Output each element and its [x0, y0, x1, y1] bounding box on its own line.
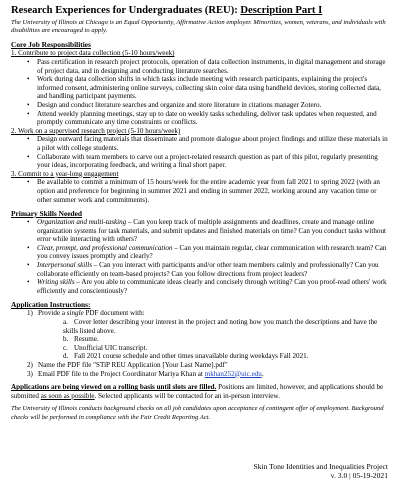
sub-item-text: Unofficial UIC transcript.: [74, 343, 148, 352]
step-text: Provide a: [38, 309, 67, 318]
skill-item: [37, 261, 389, 278]
list-item: • Be available to commit a minimum of 15 hours/week for the entire academic year from fall 2021 to spring 2022 (with an option and preference for beginning in summer 2021 and ending in summer 2022, working around any vacation time or other summer work and commitments).: [37, 178, 389, 204]
sub-item-marker: c.: [63, 343, 68, 352]
skill-name: Organization and multi-tasking: [37, 218, 127, 227]
skill-text: – Can you maintain regular, clear communication with research team? Can you convey issues promptly and clearly?: [37, 243, 387, 261]
step-number: 1): [27, 309, 33, 318]
notice-bold: Applications are being viewed on a rolling basis until slots are filled.: [11, 383, 217, 392]
list-item: • Attend weekly planning meetings, stay up to date on weekly tasks scheduling, deliver task updates when requested, and promptly communicate any time constraints or conflicts.: [37, 110, 389, 127]
list-item: • Work during data collection shifts in which tasks include meeting with research participants, explaining the project's informed consent, administering online surveys, collecting skin color data using handheld devices, storing collected data, and handling participant payments.: [37, 75, 389, 101]
list-item: • Design outward facing materials that disseminate and promote dialogue about project findings and utilize these materials in a pilot with college students.: [37, 135, 389, 152]
page-title: [11, 4, 389, 17]
sub-item-marker: d.: [63, 352, 69, 361]
application-sub-item: [63, 344, 389, 353]
skill-item: [37, 218, 389, 244]
step-text: .: [261, 369, 264, 378]
core-section-title: 2. Work on a supervised research project (5-10 hours/week): [11, 126, 181, 135]
list-item: • Pass certification in research project protocols, operation of data collection instruments, in digital management and storage of project data, and in designing and conducting literature searches.: [37, 58, 389, 75]
title-part: Description Part I: [240, 5, 323, 16]
footer-project: Skin Tone Identities and Inequalities Project: [253, 462, 388, 471]
footer-version: v. 3.0 | 05-19-2021: [330, 471, 388, 480]
application-step-3: [27, 370, 389, 379]
background-check-note: The University of Illinois conducts background checks on all job candidates upon acceptance of contingent offer of employment. Background checks will be performed in compliance with the Fair Credit Reporting Act.: [11, 405, 384, 421]
step-emphasis: single: [66, 309, 84, 318]
sub-item-marker: b.: [63, 335, 69, 344]
skills-heading: Primary Skills Needed: [11, 209, 83, 219]
skill-name: Writing skills: [37, 278, 75, 287]
rolling-basis-notice: [11, 383, 389, 400]
notice-underline: as soon as possible: [40, 391, 95, 400]
skill-name: Interpersonal skills: [37, 261, 92, 270]
skill-item: [37, 244, 389, 261]
skill-text: – Can you keep track of multiple assignments and deadlines, create and manage online organization systems for task materials, and submit updates and finished materials on time? Can you conduct tasks without error while interacting with others?: [37, 218, 386, 244]
application-step-1: [27, 309, 389, 361]
core-section-1: [11, 49, 389, 126]
core-heading: Core Job Responsibilities: [11, 40, 91, 50]
skill-name: Clear, prompt, and professional communication: [37, 243, 173, 252]
application-sub-item: [63, 318, 389, 335]
application-step-2: [27, 361, 389, 370]
step-text: PDF document with:: [83, 309, 145, 318]
core-section-title: 3. Commit to a year-long engagement: [11, 169, 119, 178]
title-main: Research Experiences for Undergraduates (REU):: [11, 5, 241, 16]
eeo-statement: The University of Illinois at Chicago is an Equal Opportunity, Affirmative Action employer. Minorities, women, veterans, and individuals with disabilities are encouraged to apply.: [11, 19, 386, 35]
step-text: Name the PDF file "STiP REU Application [Your Last Name].pdf": [38, 361, 228, 369]
sub-item-text: Fall 2021 course schedule and other times unavailable during weekdays Fall 2021.: [74, 352, 309, 361]
coordinator-email-link[interactable]: mkhan252@uic.edu: [204, 369, 262, 378]
application-sub-item: [63, 352, 389, 361]
skill-text: – Can you interact with participants and/or other team members calmly and professionally? Can you collaborate efficiently on team-based projects? Can you follow directions from project leaders?: [37, 261, 379, 278]
notice-text: . Selected applicants will be contacted for an in-person interview.: [94, 391, 280, 400]
sub-item-text: Resume.: [74, 335, 99, 344]
sub-item-text: Cover letter describing your interest in the project and noting how you match the descriptions and have the skills listed above.: [63, 318, 378, 335]
core-section-3: [11, 170, 389, 204]
core-section-2: [11, 127, 389, 170]
skill-item: [37, 278, 389, 295]
step-number: 2): [27, 361, 33, 369]
application-sub-item: [63, 335, 389, 344]
page-footer: [253, 462, 388, 480]
application-heading: Application Instructions:: [11, 300, 91, 310]
list-item: • Design and conduct literature searches and organize and store literature in citations manager Zotero.: [37, 101, 389, 110]
notice-text: Positions are limited, however, and applications should be submitted: [11, 383, 384, 400]
core-section-title: 1. Contribute to project data collection (5-10 hours/week): [11, 49, 175, 58]
step-number: 3): [27, 369, 33, 378]
skill-text: – Are you able to communicate ideas clearly and concisely through writing? Can you proof-read others' work efficiently and conscientiously?: [37, 278, 387, 295]
sub-item-marker: a.: [63, 318, 68, 327]
step-text: Email PDF file to the Project Coordinator Mariya Khan at: [38, 369, 205, 378]
list-item: • Collaborate with team members to carve out a project-related research question as part of this pilot, regularly presenting your ideas, incorporating feedback, and writing a final short paper.: [37, 153, 389, 170]
